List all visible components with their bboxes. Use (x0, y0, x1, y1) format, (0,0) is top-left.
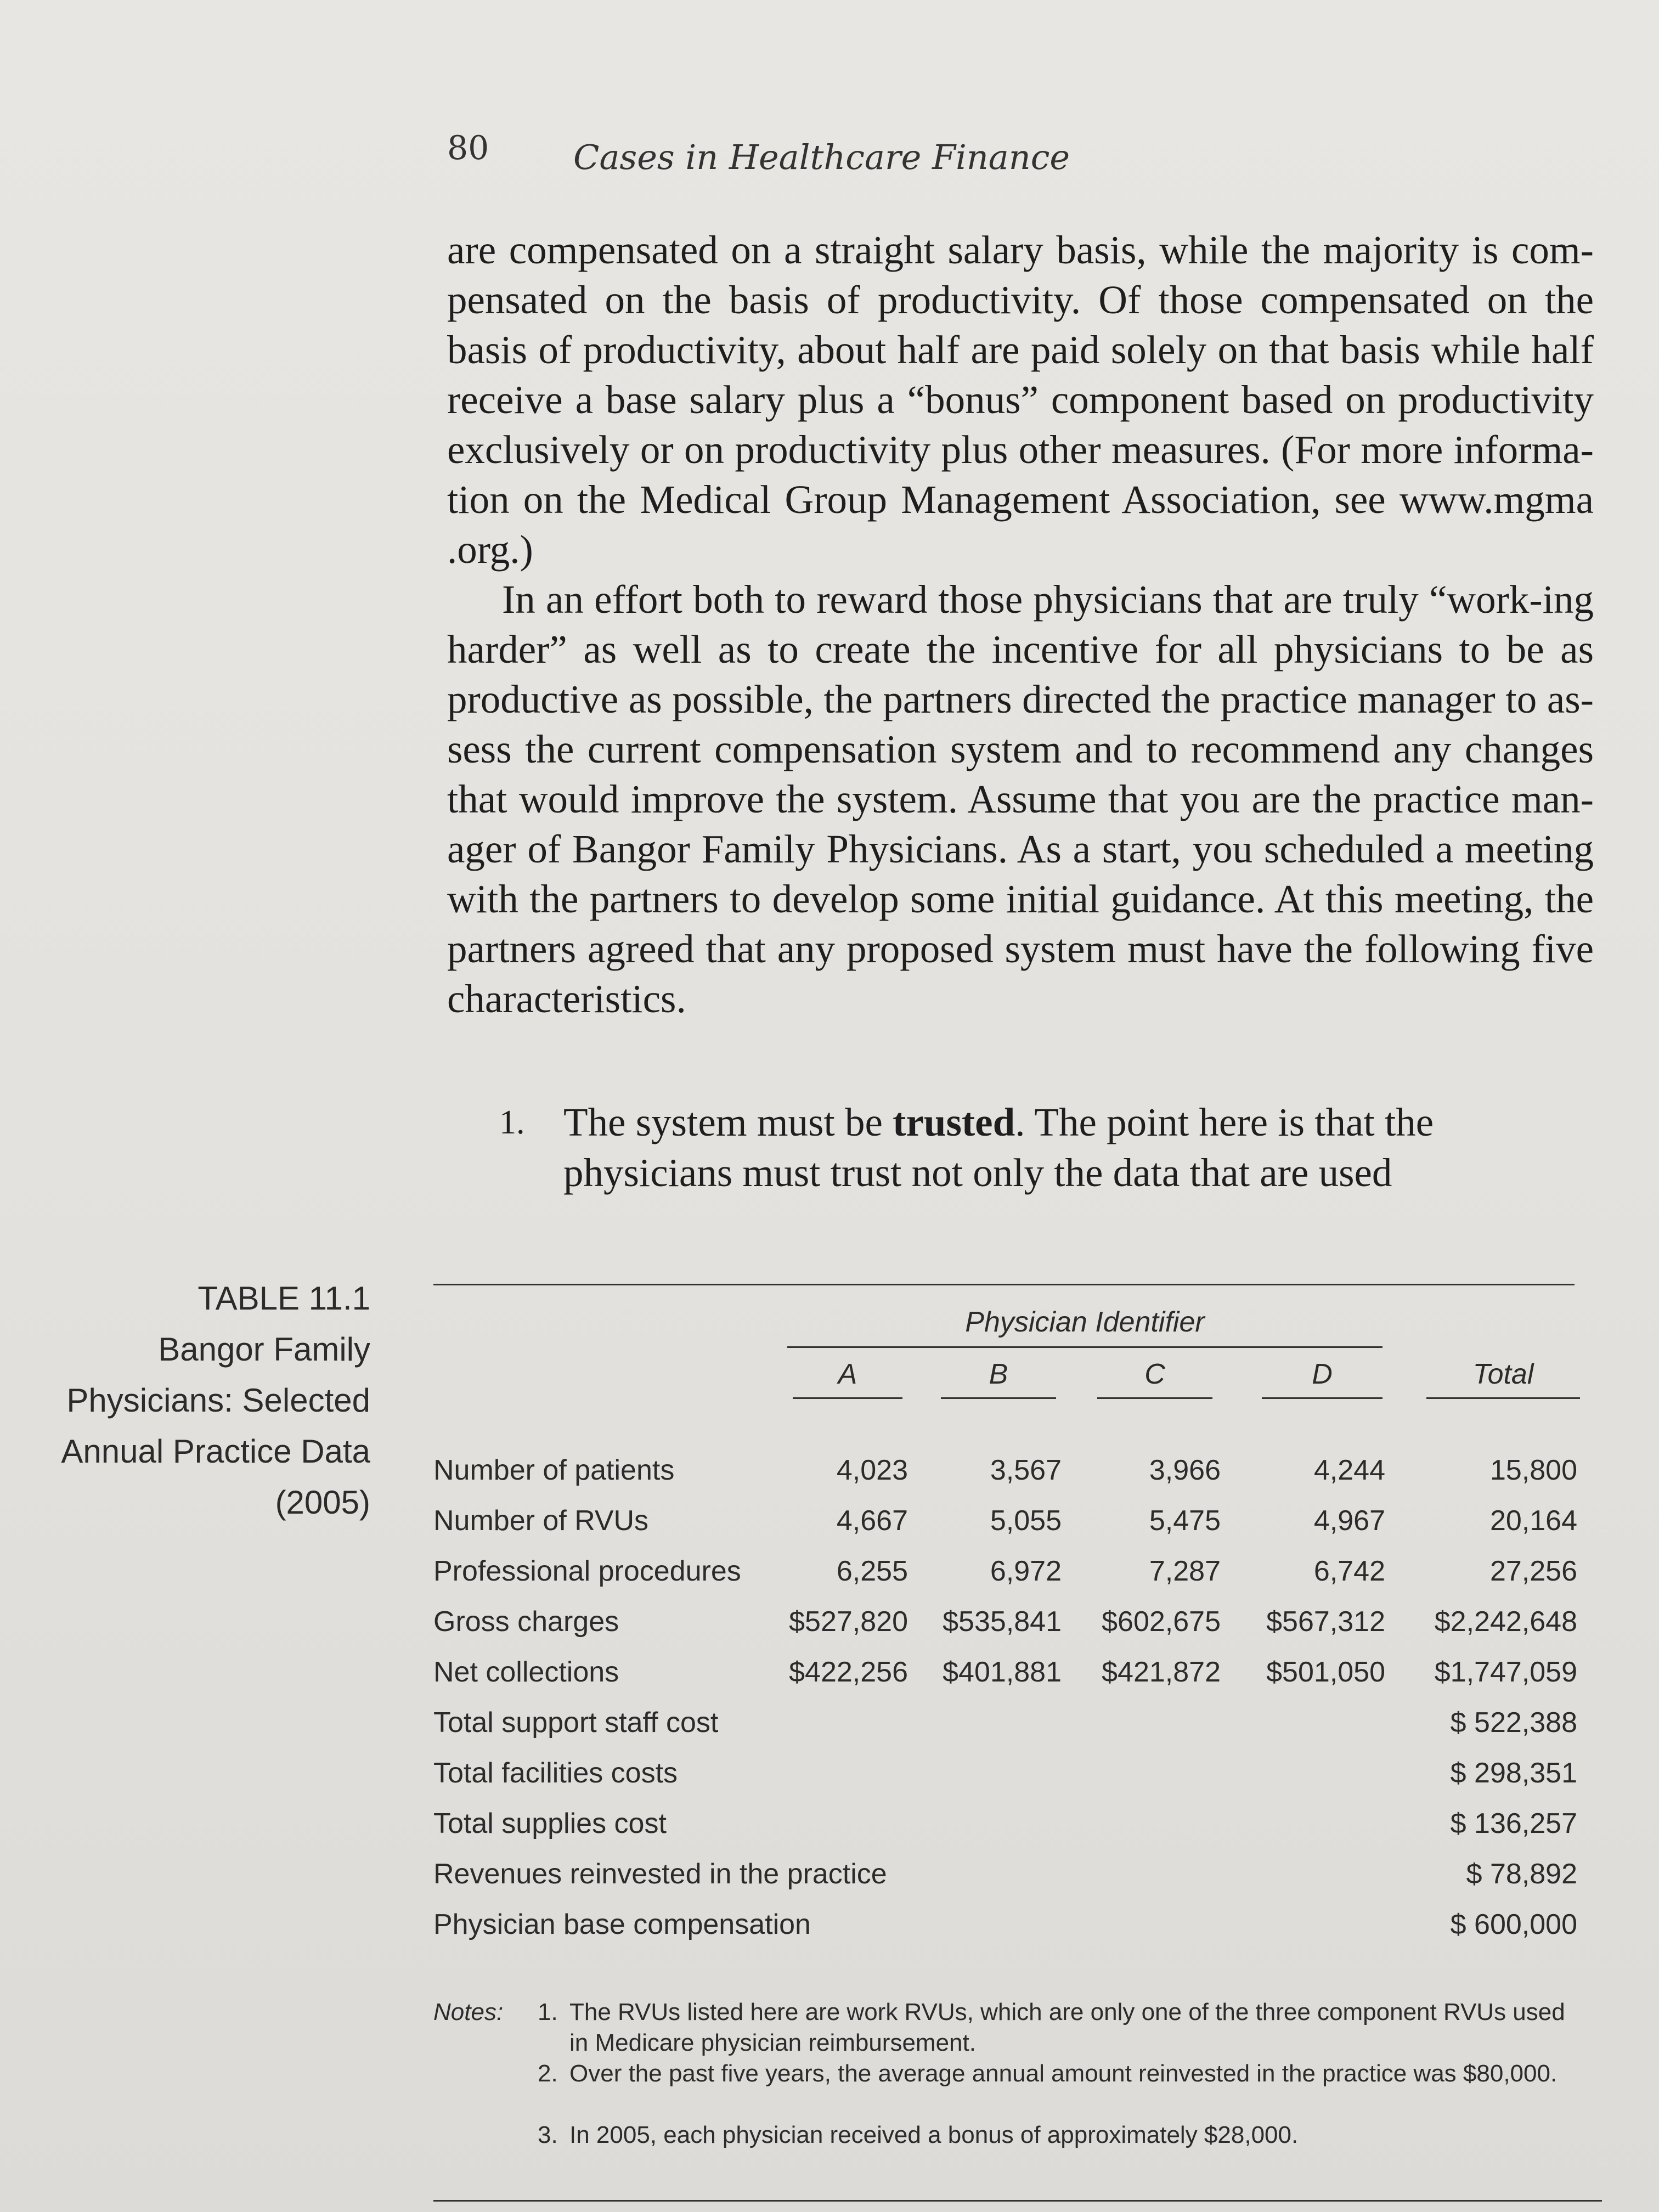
row-label: Revenues reinvested in the practice (433, 1858, 887, 1890)
total-cell: 15,800 (1489, 1454, 1577, 1486)
row-label: Total supplies cost (433, 1808, 667, 1839)
physician-cell: 3,966 (1149, 1454, 1221, 1486)
physician-cell: $401,881 (943, 1656, 1062, 1688)
physician-cell: $527,820 (789, 1606, 908, 1638)
note-text: The RVUs listed here are work RVUs, which are only one of the three component RVUs used in Medicare physician reimbursement. (569, 1999, 1565, 2056)
table-title: Bangor Family Physicians: Selected Annual Practice Data (2005) (61, 1331, 370, 1521)
physician-cell: $422,256 (789, 1656, 908, 1688)
total-cell: $ 78,892 (1466, 1858, 1577, 1890)
physician-cell: 5,475 (1149, 1505, 1221, 1537)
list-item-text (563, 1097, 1496, 1198)
total-cell: $ 298,351 (1450, 1757, 1577, 1789)
row-label: Number of patients (433, 1454, 675, 1486)
total-cell: $2,242,648 (1434, 1606, 1577, 1638)
physician-cell: $501,050 (1266, 1656, 1385, 1688)
row-label: Gross charges (433, 1606, 619, 1638)
column-header-c: C (1097, 1358, 1212, 1399)
physician-cell: $567,312 (1266, 1606, 1385, 1638)
column-header-a: A (793, 1358, 902, 1399)
group-header: Physician Identifier (787, 1306, 1383, 1348)
note-number: 1. (538, 1999, 558, 2025)
row-label: Net collections (433, 1656, 619, 1688)
physician-cell: $602,675 (1102, 1606, 1221, 1638)
physician-cell: 5,055 (990, 1505, 1062, 1537)
physician-cell: 4,023 (836, 1454, 908, 1486)
physician-cell: 6,255 (836, 1555, 908, 1587)
physician-cell: 6,972 (990, 1555, 1062, 1587)
paragraph-1: are compensated on a straight salary basis, while the majority is com-pensated on the basis of productivity. Of those compensated on the basis of productivity, about half are paid solely on that basis while half receive a base salary plus a “bonus” component based on productivity exclusively or on productivity plus other measures. (For more informa-tion on the Medical Group Management Association, see www.mgma .org.) (447, 228, 1594, 572)
note-text: Over the past five years, the average annual amount reinvested in the practice was $80,000. (569, 2060, 1558, 2087)
body-text (447, 225, 1594, 1024)
list-item-before: The system must be (563, 1100, 883, 1144)
running-head (447, 123, 1599, 184)
running-title: Cases in Healthcare Finance (573, 137, 1070, 177)
row-label: Physician base compensation (433, 1909, 811, 1940)
row-label: Number of RVUs (433, 1505, 649, 1537)
column-header-b: B (941, 1358, 1056, 1399)
total-cell: 20,164 (1489, 1505, 1577, 1537)
physician-cell: 4,967 (1313, 1505, 1385, 1537)
practice-data-table (433, 1273, 1602, 2205)
total-cell: $ 522,388 (1450, 1707, 1577, 1739)
physician-cell: 6,742 (1313, 1555, 1385, 1587)
column-header-total: Total (1426, 1358, 1580, 1399)
physician-cell: 4,244 (1313, 1454, 1385, 1486)
total-cell: 27,256 (1489, 1555, 1577, 1587)
page-number: 80 (447, 129, 489, 167)
list-item-bold: trusted (893, 1100, 1015, 1144)
note-number: 3. (538, 2121, 558, 2148)
total-cell: $1,747,059 (1434, 1656, 1577, 1688)
physician-cell: $535,841 (943, 1606, 1062, 1638)
note-text: In 2005, each physician received a bonus of approximately $28,000. (569, 2121, 1299, 2148)
table-caption (33, 1273, 370, 1528)
table-top-rule (433, 1284, 1575, 1285)
list-item-after: . The point here is that the physicians must trust not only the data that are used (563, 1100, 1434, 1195)
total-cell: $ 136,257 (1450, 1808, 1577, 1839)
list-item-number: 1. (499, 1104, 525, 1141)
row-label: Total support staff cost (433, 1707, 719, 1739)
physician-cell: $421,872 (1102, 1656, 1221, 1688)
physician-cell: 7,287 (1149, 1555, 1221, 1587)
row-label: Professional procedures (433, 1555, 741, 1587)
total-cell: $ 600,000 (1450, 1909, 1577, 1940)
table-number: TABLE 11.1 (198, 1280, 370, 1317)
physician-cell: 4,667 (836, 1505, 908, 1537)
table-bottom-rule (433, 2200, 1602, 2202)
paragraph-2: In an effort both to reward those physicians that are truly “work-ing harder” as well as to create the incentive for all physicians to be as productive as possible, the partners directed the practice manager to as-sess the current compensation system and to recommend any changes that would improve the system. Assume that you are the practice man-ager of Bangor Family Physicians. As a start, you scheduled a meeting with the partners to develop some initial guidance. At this meeting, the partners agreed that any proposed system must have the following five characteristics. (447, 577, 1594, 1021)
row-label: Total facilities costs (433, 1757, 678, 1789)
notes-label: Notes: (433, 1999, 504, 2025)
note-number: 2. (538, 2060, 558, 2087)
physician-cell: 3,567 (990, 1454, 1062, 1486)
column-header-d: D (1262, 1358, 1383, 1399)
